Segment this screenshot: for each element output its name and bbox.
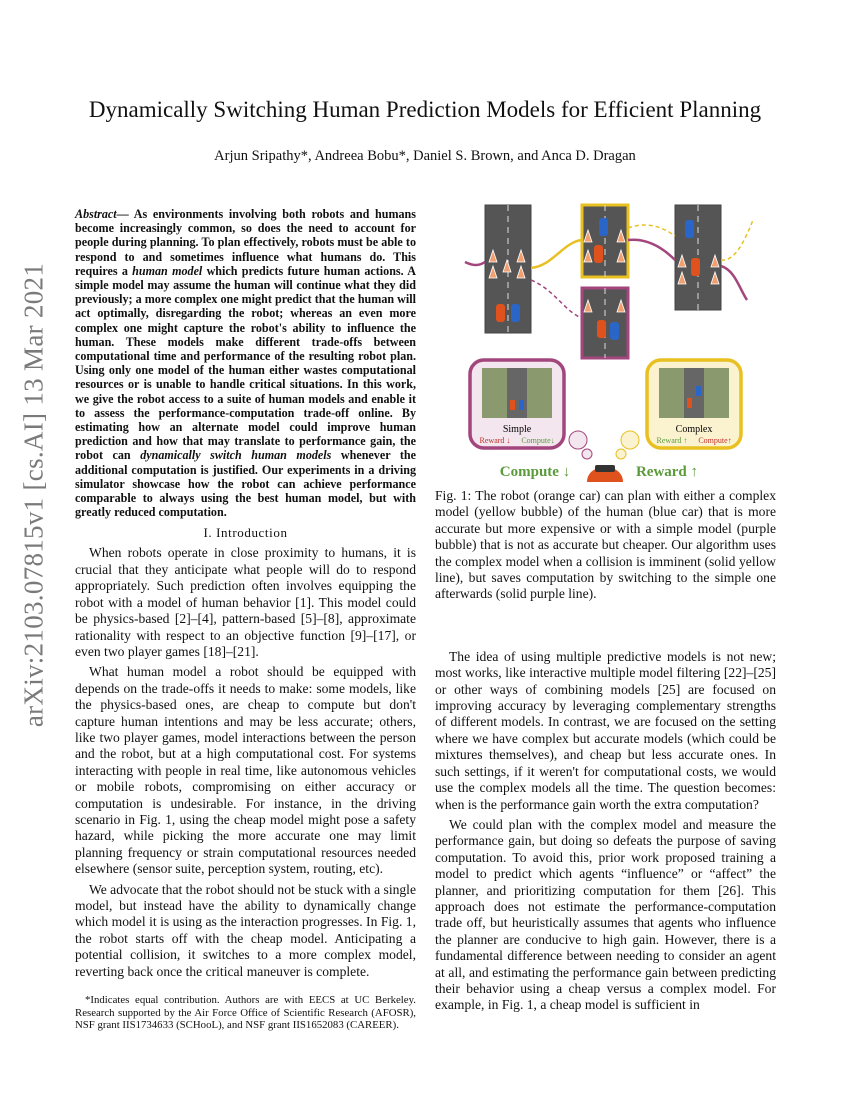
left-column	[75, 207, 416, 1032]
figure-1-caption: Fig. 1: The robot (orange car) can plan with either a complex model (yellow bubble) of the human (blue car) that is more accurate but more expensive or with a simple model (purple bubble) that is not as accurate but cheaper. Our algorithm uses the complex model when a collision is imminent (solid yellow line), but saves computation by switching to the simple one afterwards (solid purple line).	[435, 488, 776, 602]
section-heading-introduction: I. Introduction	[203, 525, 288, 541]
complex-reward: Reward ↑	[656, 436, 688, 445]
figure-1-graphic	[435, 200, 776, 482]
intro-paragraph: When robots operate in close proximity to humans, it is crucial that they anticipate what people will do to respond appropriately. Such prediction often involves equipping the robot with a model of human behavior [1]. This model could be physics-based [2]–[4], pattern-based [5]–[8], approximate rationality with respect to an objective function [9]–[17], or even two player games [18]–[21].	[75, 545, 416, 659]
intro-paragraph: We advocate that the robot should not be stuck with a single model, but instead have the ability to dynamically change which model it is using as the interaction progresses. In Fig. 1, the robot starts off with the cheap model. Anticipating a potential collision, it switches to a more complex model, reverting back once the critical maneuver is complete.	[75, 881, 416, 979]
body-paragraph: We could plan with the complex model and measure the performance gain, but doing so defeats the purpose of saving computation. To avoid this, prior work proposed training a model to predict which agents “influence” or “affect” the planner, and prioritizing computation for them [26]. This approach does not estimate the performance-computation trade off, but heuristically assumes that agents who influence the planner are conducive to high gain. However, there is a fundamental difference between needing to consider an agent at all, and estimating the performance gain between predicting their behavior using a cheap versus a complex model. For example, in Fig. 1, a cheap model is sufficient in	[435, 816, 776, 1013]
simple-model-bubble	[470, 360, 564, 448]
complex-compute: Compute↑	[698, 436, 732, 445]
footnote: *Indicates equal contribution. Authors are with EECS at UC Berkeley. Research supported by the Air Force Office of Scientific Research (AFOSR), NSF grant IIS1734633 (SCHooL), and NSF grant IIS1652083 (CAREER).	[75, 994, 416, 1032]
road-scene-end	[675, 205, 721, 310]
complex-label: Complex	[675, 424, 713, 435]
abstract-label: Abstract	[75, 207, 117, 221]
trajectory-yellow	[531, 240, 582, 268]
reward-arrow-label: Reward ↑	[635, 464, 699, 480]
trajectory-purple-end	[628, 240, 675, 260]
arxiv-sidebar	[14, 262, 54, 728]
paper-authors: Arjun Sripathy*, Andreea Bobu*, Daniel S. Brown, and Anca D. Dragan	[214, 148, 636, 164]
robot-car	[496, 304, 505, 322]
simple-compute: Compute↓	[521, 436, 555, 445]
trajectory-purple-start	[465, 262, 485, 265]
right-column	[435, 200, 776, 1014]
compute-arrow-label: Compute ↓	[499, 464, 571, 480]
complex-model-bubble	[647, 360, 741, 448]
paper-title: Dynamically Switching Human Prediction Models for Efficient Planning	[88, 97, 762, 122]
simple-reward: Reward ↓	[479, 436, 511, 445]
arxiv-id: arXiv:2103.07815v1 [cs.AI] 13 Mar 2021	[18, 262, 49, 728]
simple-label: Simple	[502, 424, 532, 435]
intro-paragraph: What human model a robot should be equipped with depends on the trade-offs it needs to make: some models, like the physics-based ones, are cheap to compute but don't capture human intentions and may be less accurate; others, like two player games, model interactions between the person and the robot, but at a high computational cost. For systems interacting with people in real time, like autonomous vehicles or mobile robots, compromising on either accuracy or computation is undesirable. For instance, in the driving scenario in Fig. 1, using the cheap model might pose a safety hazard, while picking the more accurate one may limit planning frequency or strain computational resources needed elsewhere (sensor suite, perception system, routing, etc).	[75, 664, 416, 877]
road-scene-start	[485, 205, 531, 333]
abstract: Abstract— As environments involving both robots and humans become increasingly common, so does the need to account for people during planning. To plan effectively, robots must be able to respond to and sometimes influence what humans do. This requires a human model which predicts future human actions. A simple model may assume the human will continue what they did previously; a more complex one might predict that the human will act optimally, disregarding the robot; whereas an even more complex one might capture the robot's ability to influence the human. These models make different trade-offs between computational time and performance of the resulting robot plan. Using only one model of the human either wastes computational resources or is unable to handle critical situations. In this work, we give the robot access to a suite of human models and enable it to assess the performance-computation trade-off online. By estimating how an alternate model could improve human prediction and how that may translate to performance gain, the robot can dynamically switch human models whenever the additional computation is justified. Our experiments in a driving simulator showcase how the robot can achieve performance comparable to always using the best human model, but with greatly reduced computation.	[75, 207, 417, 520]
body-paragraph: The idea of using multiple predictive models is not new; most works, like interactive multiple model filtering [22]–[25] or other ways of combining models [25] are focused on improving accuracy by leveraging complementary strengths of different models. In contrast, we are focused on the setting where we have complex but accurate models (which could be mixtures themselves), and cheap but less accurate ones. In such settings, if it weren't for computational costs, we would use the complex models all the time. The question becomes: when is the performance gain worth the extra computation?	[435, 648, 776, 812]
road-scene-simple	[582, 288, 628, 358]
right-body	[435, 649, 776, 1014]
figure-1	[435, 200, 776, 482]
human-car	[511, 304, 520, 322]
road-scene-complex	[582, 205, 628, 277]
